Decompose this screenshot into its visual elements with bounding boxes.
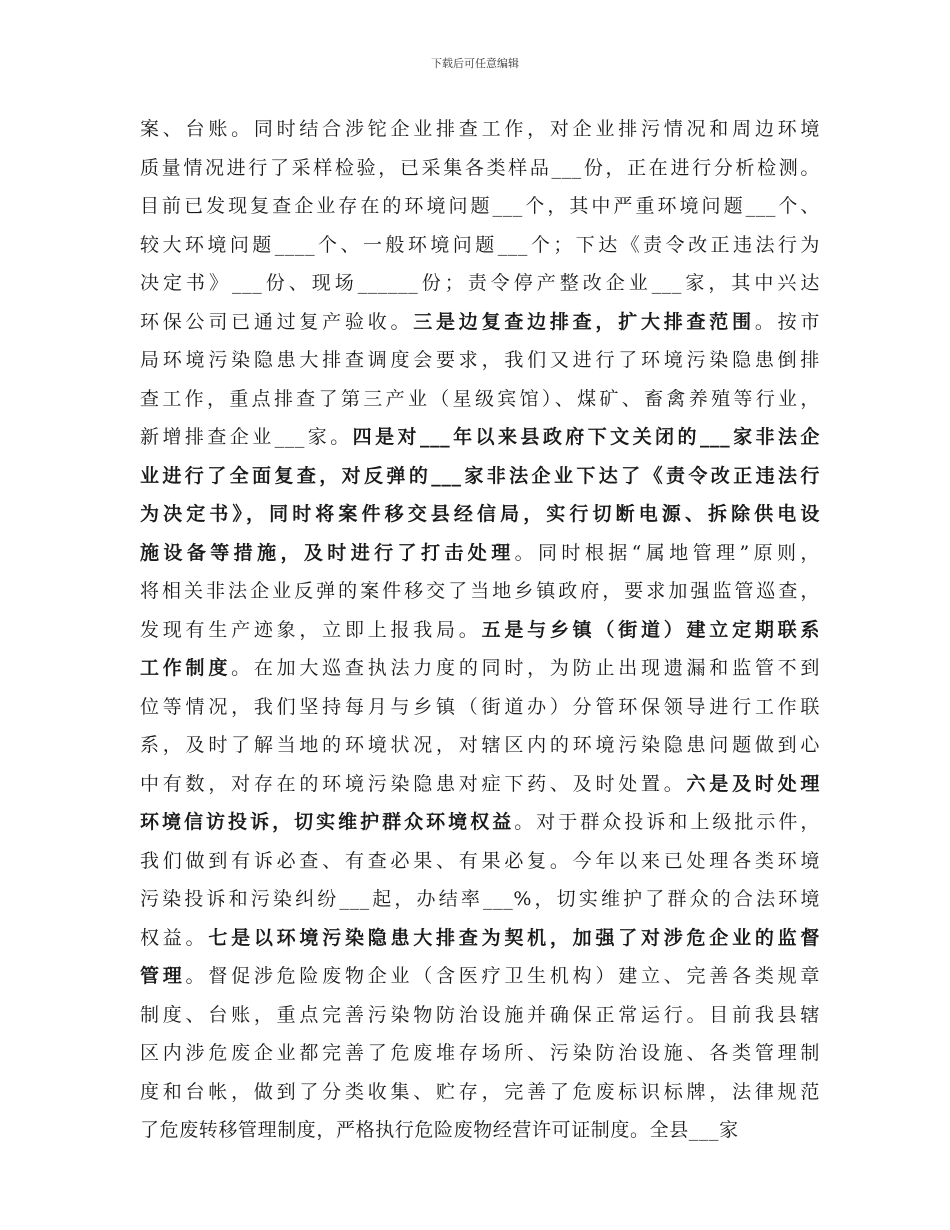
text-line: [140, 726, 820, 765]
text-line: [140, 457, 820, 496]
text-line: [140, 110, 820, 149]
text-line: [140, 380, 820, 419]
text-segment: 环保公司已通过复产验收。: [140, 310, 414, 333]
text-line: [140, 996, 820, 1035]
text-segment: 发现有生产迹象，立即上报我局。: [140, 618, 482, 641]
text-segment: 。按市: [754, 310, 820, 333]
bold-text-segment: 四是对___年以来县政府下文关闭的___家非法企: [352, 426, 820, 448]
text-segment: 较大环境问题____个、一般环境问题___个；下达《责令改正违法行为: [140, 233, 820, 256]
bold-text-segment: 五是与乡镇（街道）建立定期联系: [481, 618, 820, 641]
text-segment: 目前已发现复查企业存在的环境问题___个，其中严重环境问题___个、: [140, 195, 820, 217]
text-line: [140, 303, 820, 342]
text-segment: 中有数，对存在的环境污染隐患对症下药、及时处置。: [140, 772, 687, 795]
text-line: [140, 842, 820, 881]
text-segment: 区内涉危废企业都完善了危废堆存场所、污染防治设施、各类管理制: [140, 1042, 820, 1064]
text-line: [140, 688, 820, 727]
text-segment: 权益。: [140, 926, 209, 949]
page-header: 下载后可任意编辑: [431, 57, 519, 70]
bold-text-segment: 七是以环境污染隐患大排查为契机，加强了对涉危企业的监督: [208, 926, 820, 949]
text-segment: 查工作，重点排查了第三产业（星级宾馆）、煤矿、畜禽养殖等行业，: [140, 387, 820, 410]
text-line: [140, 341, 820, 380]
text-segment: 将相关非法企业反弹的案件移交了当地乡镇政府，要求加强监管巡查，: [140, 580, 820, 602]
text-segment: 位等情况，我们坚持每月与乡镇（街道办）分管环保领导进行工作联: [140, 695, 820, 718]
text-segment: 新增排查企业___家。: [140, 426, 353, 448]
text-line: [140, 611, 820, 650]
bold-text-segment: 为决定书》，同时将案件移交县经信局，实行切断电源、拆除供电设: [140, 503, 820, 525]
text-line: [140, 149, 820, 188]
text-segment: 局环境污染隐患大排查调度会要求，我们又进行了环境污染隐患倒排: [140, 349, 820, 371]
text-line: [140, 226, 820, 265]
bold-text-segment: 六是及时处理: [686, 772, 820, 795]
text-line: [140, 187, 820, 226]
bold-text-segment: 工作制度: [140, 657, 232, 679]
text-line: [140, 572, 820, 611]
text-line: [140, 418, 820, 457]
text-line: [140, 803, 820, 842]
text-segment: 污染投诉和污染纠纷___起，办结率___%，切实维护了群众的合法环境: [140, 888, 820, 910]
text-line: [140, 919, 820, 958]
bold-text-segment: 三是边复查边排查，扩大排查范围: [413, 310, 755, 333]
text-segment: 了危废转移管理制度，严格执行危险废物经营许可证制度。全县___家: [140, 1119, 739, 1141]
text-line: [140, 495, 820, 534]
text-segment: 决定书》___份、现场______份；责令停产整改企业___家，其中兴达: [140, 272, 820, 294]
text-segment: 度和台帐，做到了分类收集、贮存，完善了危废标识标牌，法律规范: [140, 1080, 820, 1103]
text-line: [140, 649, 820, 688]
text-segment: 质量情况进行了采样检验，已采集各类样品___份，正在进行分析检测。: [140, 156, 820, 179]
text-segment: 案、台账。同时结合涉铊企业排查工作，对企业排污情况和周边环境: [140, 118, 820, 140]
bold-text-segment: 管理: [140, 965, 186, 987]
text-line: [140, 880, 820, 919]
bold-text-segment: 施设备等措施，及时进行了打击处理: [140, 541, 515, 564]
text-line: [140, 264, 820, 303]
bold-text-segment: 环境信访投诉，切实维护群众环境权益: [140, 811, 515, 833]
text-segment: 。督促涉危险废物企业（含医疗卫生机构）建立、完善各类规章: [185, 965, 820, 987]
text-segment: 系，及时了解当地的环境状况，对辖区内的环境污染隐患问题做到心: [140, 734, 820, 756]
text-line: [140, 1111, 820, 1150]
text-line: [140, 1073, 820, 1112]
text-segment: 制度、台账，重点完善污染物防治设施并确保正常运行。目前我县辖: [140, 1003, 820, 1026]
document-body: [140, 110, 820, 1150]
text-segment: 。同时根据“属地管理”原则，: [514, 541, 820, 564]
text-line: [140, 765, 820, 804]
bold-text-segment: 业进行了全面复查，对反弹的___家非法企业下达了《责令改正违法行: [140, 464, 820, 487]
text-line: [140, 534, 820, 573]
text-segment: 。在加大巡查执法力度的同时，为防止出现遗漏和监管不到: [231, 657, 820, 679]
text-segment: 我们做到有诉必查、有查必果、有果必复。今年以来已处理各类环境: [140, 849, 820, 872]
text-line: [140, 1034, 820, 1073]
text-segment: 。对于群众投诉和上级批示件，: [514, 811, 820, 833]
text-line: [140, 957, 820, 996]
